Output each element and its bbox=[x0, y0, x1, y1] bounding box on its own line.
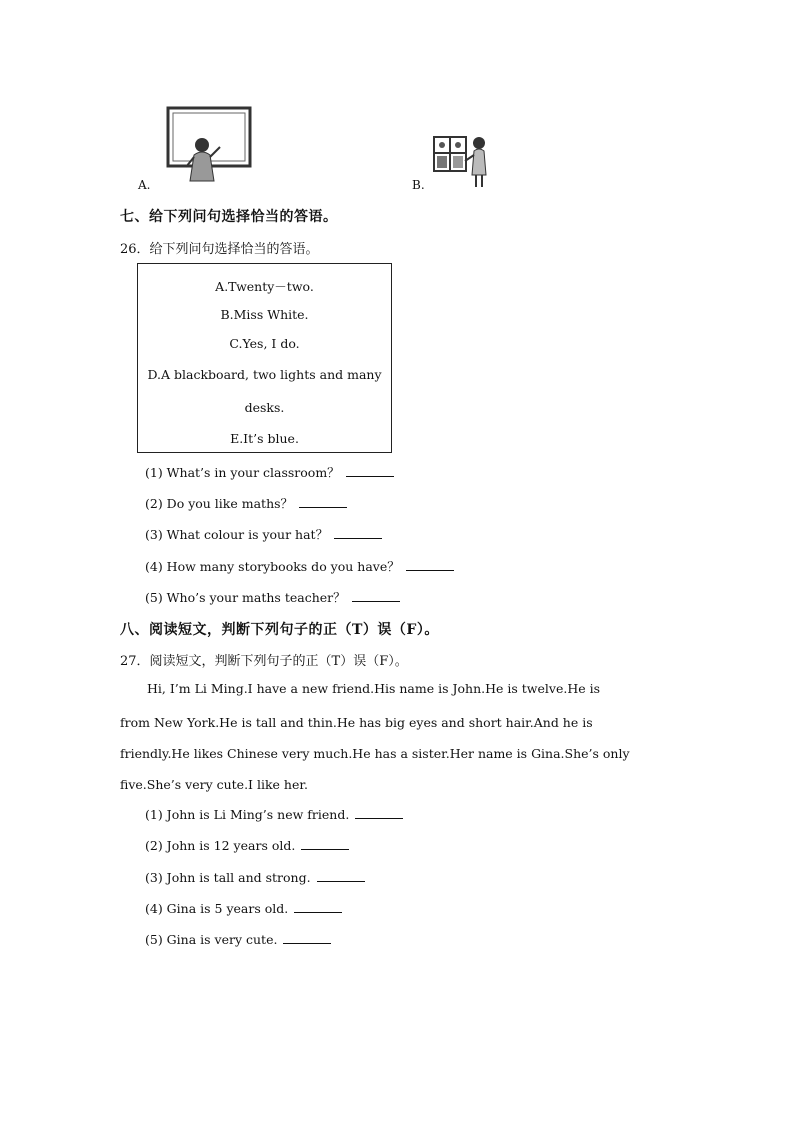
option-d: D.A blackboard, two lights and many bbox=[147, 367, 382, 382]
question-27-title: 27．阅读短文，判断下列句子的正（T）误（F）。 bbox=[120, 654, 408, 669]
answer-blank[interactable] bbox=[283, 931, 331, 944]
answer-blank[interactable] bbox=[294, 900, 342, 913]
passage-line-1: Hi, I’m Li Ming.I have a new friend.His name is John.He is twelve.He is bbox=[147, 681, 600, 696]
option-b-label: B. bbox=[412, 178, 425, 192]
passage-line-3: friendly.He likes Chinese very much.He has a sister.Her name is Gina.She’s only bbox=[120, 746, 630, 761]
answer-blank[interactable] bbox=[299, 495, 347, 508]
teacher-at-blackboard-icon bbox=[160, 105, 255, 185]
girl-at-window-icon bbox=[432, 133, 494, 191]
question-26-5 bbox=[145, 588, 400, 606]
option-d-continued: desks. bbox=[244, 400, 285, 415]
answer-blank[interactable] bbox=[334, 526, 382, 539]
statement-27-1 bbox=[145, 806, 403, 822]
answer-blank[interactable] bbox=[317, 869, 365, 882]
answer-blank[interactable] bbox=[406, 558, 454, 571]
statement-text: (1) John is Li Ming’s new friend. bbox=[145, 807, 350, 822]
statement-text: (2) John is 12 years old. bbox=[145, 838, 296, 853]
option-b: B.Miss White. bbox=[220, 307, 309, 322]
section-8-heading: 八、阅读短文，判断下列句子的正（T）误（F）。 bbox=[120, 622, 439, 638]
option-a-label: A. bbox=[138, 178, 151, 192]
question-26-1 bbox=[145, 463, 394, 481]
statement-27-5 bbox=[145, 931, 331, 947]
question-text: (3) What colour is your hat？ bbox=[145, 527, 329, 542]
question-26-2 bbox=[145, 494, 347, 512]
option-e: E.It’s blue. bbox=[230, 431, 299, 446]
question-text: (1) What’s in your classroom？ bbox=[145, 465, 340, 480]
answer-options-box bbox=[137, 263, 392, 453]
answer-blank[interactable] bbox=[346, 464, 394, 477]
statement-text: (5) Gina is very cute. bbox=[145, 932, 278, 947]
question-26-3 bbox=[145, 525, 382, 543]
answer-blank[interactable] bbox=[301, 837, 349, 850]
answer-blank[interactable] bbox=[352, 589, 400, 602]
option-c: C.Yes, I do. bbox=[229, 336, 300, 351]
statement-text: (3) John is tall and strong. bbox=[145, 870, 311, 885]
statement-27-2 bbox=[145, 837, 349, 853]
question-text: (2) Do you like maths？ bbox=[145, 496, 294, 511]
question-26-4 bbox=[145, 557, 454, 575]
statement-text: (4) Gina is 5 years old. bbox=[145, 901, 289, 916]
question-text: (5) Who’s your maths teacher？ bbox=[145, 590, 346, 605]
answer-blank[interactable] bbox=[355, 806, 403, 819]
question-26-title: 26．给下列问句选择恰当的答语。 bbox=[120, 242, 319, 257]
section-7-heading: 七、给下列问句选择恰当的答语。 bbox=[120, 209, 338, 225]
question-text: (4) How many storybooks do you have？ bbox=[145, 559, 400, 574]
passage-line-2: from New York.He is tall and thin.He has big eyes and short hair.And he is bbox=[120, 715, 593, 730]
statement-27-3 bbox=[145, 869, 365, 885]
statement-27-4 bbox=[145, 900, 342, 916]
passage-line-4: five.She’s very cute.I like her. bbox=[120, 777, 308, 792]
option-a: A.Twenty－two. bbox=[215, 279, 314, 294]
